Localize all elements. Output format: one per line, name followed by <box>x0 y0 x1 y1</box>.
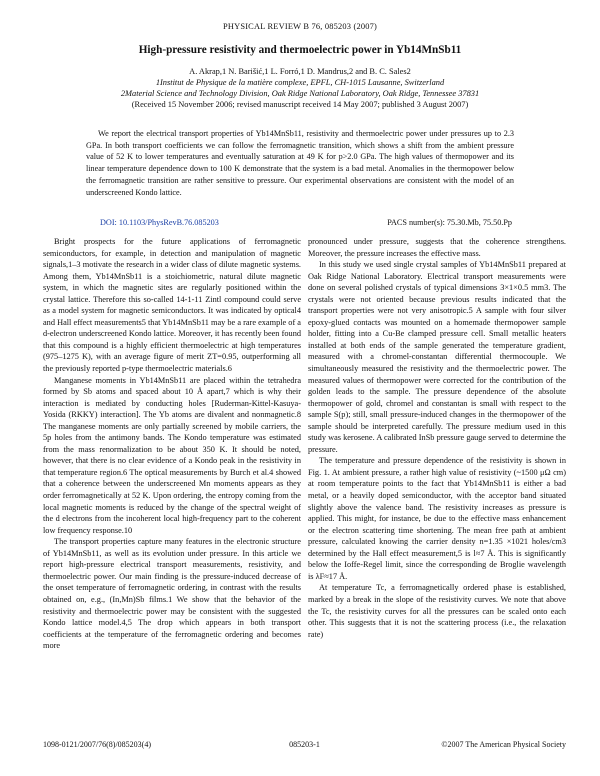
pacs-numbers: PACS number(s): 75.30.Mb, 75.50.Pp <box>387 218 512 227</box>
paragraph-continued: pronounced under pressure, suggests that the coherence strengthens. Moreover, the pressure increases the effective mass. <box>308 237 566 258</box>
copyright: ©2007 The American Physical Society <box>441 740 566 749</box>
paragraph: Manganese moments in Yb14MnSb11 are placed within the tetrahedra formed by Sb atoms and spaced about 10 Å apart,7 which is why their interaction is mediated by conducting holes [Ruderman-Kittel-Kasuya-Yosida (RKKY) interaction]. The Yb atoms are divalent and nonmagnetic.8 The manganese moments are only partially screened by mobile carriers, the 5p holes from the antimony bands. The Kondo temperature was estimated from the mass renormalization to be about 350 K. It should be noted, however, that there is no clear evidence of a Kondo peak in the resistivity in that temperature region.6 The optical measurements by Burch et al.4 showed that a coherence between the underscreened Mn moments appears as they order ferromagnetically at 52 K. Upon ordering, the entropy coming from the local magnetic moments is reduced by the change of the spectral weight of the d electrons from the incoherent local high-frequency part to the coherent low frequency response.10 <box>43 375 301 535</box>
paper-title: High-pressure resistivity and thermoelectric power in Yb14MnSb11 <box>138 44 462 56</box>
received-dates: (Received 15 November 2006; revised manuscript received 14 May 2007; published 3 August 2007) <box>131 100 469 109</box>
page-footer <box>43 740 566 749</box>
paragraph: In this study we used single crystal samples of Yb14MnSb11 prepared at Oak Ridge National Laboratory. Electrical transport measurements were done on several polished crystals of typical dimensions 3×1×0.5 mm3. The crystals were not oriented because previous results indicated that the transport properties were not very anisotropic.5 A sample with four silver epoxy-glued contacts was mounted on a homemade thermopower sample holder, fitting into a Cu-Be clamped pressure cell. Small metallic heaters installed at both ends of the sample generated the temperature gradient, measured with a chromel-constantan differential thermocouple. We simultaneously measured the resistivity and the thermoelectric power. The measured values of thermopower were corrected for the contribution of the golden leads to the sample. The pressure dependence of the absolute thermopower of gold, chromel and constantan is small with respect to the sample S(p); still, small pressure-induced changes in the thermopower of the sample should be interpreted carefully. The pressure medium used in this study was kerosene. A calibrated InSb pressure gauge served to determine the pressure. <box>308 260 566 454</box>
paragraph: Bright prospects for the future applications of ferromagnetic semiconductors, for example, in detection and manipulation of magnetic signals,1–3 motivate the research in a wider class of dilute magnetic systems. Among them, Yb14MnSb11 is a stoichiometric, natural dilute magnetic system, in which the magnetic sites are regularly positioned within the crystal lattice. Therefore this so-called 14-1-11 Zintl compound could serve as a model system for magnetic semiconductors. It was indicated by optical4 and Hall effect measurements5 that Yb14MnSb11 may be a rare example of a d-electron underscreened Kondo lattice. Moreover, it has recently been found that this compound is a highly efficient thermoelectric at high temperatures (975–1275 K), with an average figure of merit ZT=0.95, outperforming all the previously reported p-type thermoelectric materials.6 <box>43 237 301 374</box>
paragraph: The transport properties capture many features in the electronic structure of Yb14MnSb11, as well as its evolution under pressure. In this article we report high-pressure electrical transport measurements, resistivity, and thermoelectric power. Our main finding is the pressure-induced decrease of the onset temperature of ferromagnetic ordering, in contrast with the results obtained on, e.g., (In,Mn)Sb films.1 We show that the behavior of the resistivity and thermoelectric power may be consistent with the suggested Kondo lattice model.4,5 The drop which appears in both transport coefficients at the temperature of the ferromagnetic ordering and becomes more <box>43 537 301 651</box>
doi-link[interactable]: DOI: 10.1103/PhysRevB.76.085203 <box>100 218 219 227</box>
affiliation-2: 2Material Science and Technology Division, Oak Ridge National Laboratory, Oak Ridge, Tennessee 37831 <box>120 89 480 98</box>
left-column <box>43 236 301 652</box>
paragraph: The temperature and pressure dependence of the resistivity is shown in Fig. 1. At ambient pressure, a rather high value of resistivity (~1500 μΩ cm) at room temperature points to the fact that Yb14MnSb11 is either a bad metal, or a heavily doped semiconductor, with the acceptor band situated slightly above the valence band. The resistivity increases as pressure is applied. This might, for instance, be due to the effective mass enhancement or the electron scattering time shortening. The mean free path at ambient pressure, calculated knowing the carrier density n=1.35 ×1021 holes/cm3 determined by the Hall effect measurement,5 is l≈7 Å. This is significantly below the Ioffe-Regel limit, since the corresponding de Broglie wavelength is λF≈17 Å. <box>308 456 566 581</box>
paragraph: At temperature Tc, a ferromagnetically ordered phase is established, marked by a break in the slope of the resistivity curves. We note that above the Tc, the resistivity curves for all the pressures can be scaled onto each other. This suggests that it is not the scattering process (i.e., the relaxation rate) <box>308 583 566 639</box>
author-list: A. Akrap,1 N. Barišić,1 L. Forró,1 D. Mandrus,2 and B. C. Sales2 <box>189 67 411 76</box>
page-number: 085203-1 <box>289 740 320 749</box>
abstract-text: We report the electrical transport properties of Yb14MnSb11, resistivity and thermoelectric power under pressures up to 2.3 GPa. In both transport coefficients we can follow the ferromagnetic transition, which shows a shift from the ambient pressure value of 52 K to lower temperatures and eventually saturation at 49 K for p>2.0 GPa. The high values of thermopower and its linear temperature dependence down to 100 K demonstrate that the system is a bad metal. Anomalies in the thermopower below the ferromagnetic transition are rather sensitive to pressure. Our experimental observations are consistent with the model of an underscreened Kondo lattice. <box>86 129 514 197</box>
right-column <box>308 236 566 640</box>
footer-code: 1098-0121/2007/76(8)/085203(4) <box>43 740 151 749</box>
abstract <box>86 128 514 198</box>
author-block <box>0 66 600 110</box>
doi-row <box>100 218 512 227</box>
affiliation-1: 1Institut de Physique de la matière complexe, EPFL, CH-1015 Lausanne, Switzerland <box>155 78 445 87</box>
journal-header: PHYSICAL REVIEW B 76, 085203 (2007) <box>222 22 378 31</box>
